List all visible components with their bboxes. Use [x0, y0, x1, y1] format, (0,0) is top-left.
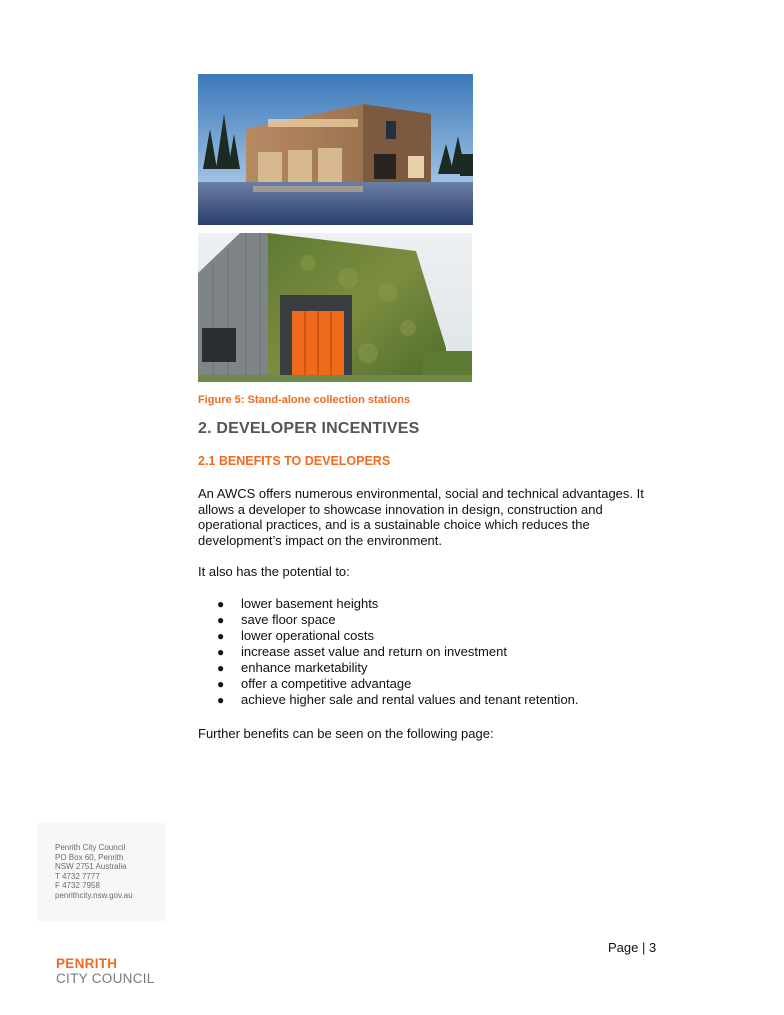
list-item	[198, 644, 579, 660]
list-item-text: achieve higher sale and rental values and tenant retention.	[241, 692, 579, 707]
bullet-icon: ●	[217, 693, 225, 707]
logo-line-1: PENRITH	[56, 956, 118, 971]
council-address	[55, 843, 133, 901]
address-block	[37, 823, 165, 921]
logo-line-2: CITY COUNCIL	[56, 971, 155, 986]
benefits-list	[198, 596, 579, 708]
list-item-text: enhance marketability	[241, 660, 368, 675]
section-heading: 2. DEVELOPER INCENTIVES	[198, 420, 420, 437]
list-item-text: lower basement heights	[241, 596, 379, 611]
list-item	[198, 692, 579, 708]
building-facade-photo	[198, 74, 473, 225]
list-item-text: save floor space	[241, 612, 336, 627]
bullet-icon: ●	[217, 645, 225, 659]
page-number: Page | 3	[608, 940, 657, 955]
list-item-text: lower operational costs	[241, 628, 374, 643]
figure-caption: Figure 5: Stand-alone collection stations	[198, 394, 411, 406]
bullet-icon: ●	[217, 661, 225, 675]
intro-paragraph: An AWCS offers numerous environmental, social and technical advantages. It allows a developer to showcase innovation in design, construction and operational practices, and is a sustainable choice which reduces the development’s impact on the environment.	[198, 486, 644, 548]
penrith-logo	[56, 956, 155, 986]
address-line: NSW 2751 Australia	[55, 862, 127, 872]
list-item	[198, 596, 579, 612]
subsection-heading: 2.1 BENEFITS TO DEVELOPERS	[198, 454, 391, 468]
address-line: T 4732 7777	[55, 871, 100, 881]
closing-paragraph: Further benefits can be seen on the following page:	[198, 726, 494, 741]
bullet-icon: ●	[217, 613, 225, 627]
address-line: F 4732 7958	[55, 881, 100, 891]
list-item	[198, 676, 579, 692]
list-item-text: offer a competitive advantage	[241, 676, 412, 691]
list-item	[198, 660, 579, 676]
list-item	[198, 612, 579, 628]
bullet-icon: ●	[217, 677, 225, 691]
bullet-icon: ●	[217, 597, 225, 611]
list-item-text: increase asset value and return on investment	[241, 644, 507, 659]
bullet-icon: ●	[217, 629, 225, 643]
list-item	[198, 628, 579, 644]
address-line: Penrith City Council	[55, 843, 126, 852]
address-line: penrithcity.nsw.gov.au	[55, 890, 133, 900]
potential-paragraph: It also has the potential to:	[198, 564, 350, 579]
address-line: PO Box 60, Penrith	[55, 852, 124, 862]
green-wall-building-photo	[198, 233, 472, 382]
